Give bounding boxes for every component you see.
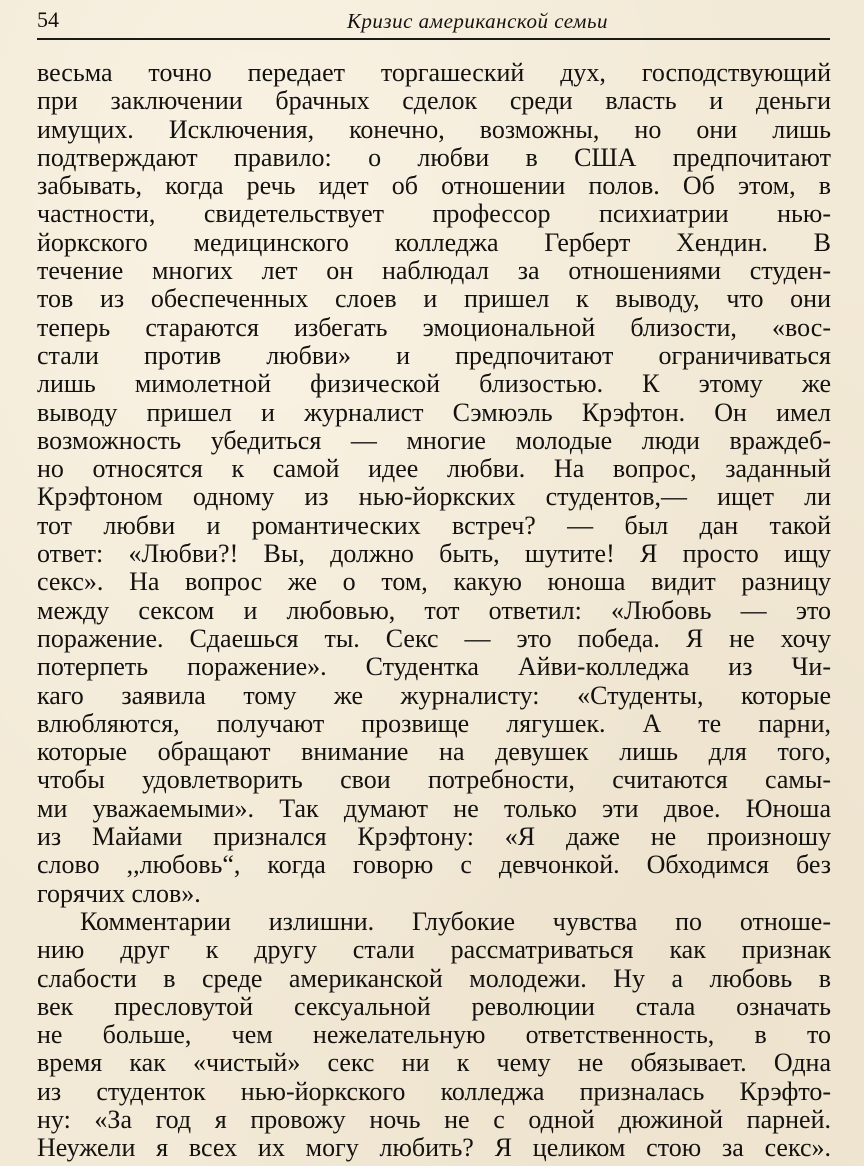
text-line: имущих. Исключения, конечно, возможны, но они лишь (37, 115, 831, 144)
text-line: теперь стараются избегать эмоциональной близости, «вос- (37, 313, 831, 342)
text-line: слово ,,любовь“, когда говорю с девчонкой. Обходимся без (37, 851, 831, 880)
text-line: но относятся к самой идее любви. На вопрос, заданный (37, 455, 831, 484)
paragraph-start-line: Комментарии излишни. Глубокие чувства по отноше- (80, 907, 831, 936)
text-line: слабости в среде американской молодежи. Ну а любовь в (37, 964, 831, 993)
text-line: ответ: «Любви?! Вы, должно быть, шутите! Я просто ищу (37, 540, 831, 569)
text-line: влюбляются, получают прозвище лягушек. А те парни, (37, 709, 831, 738)
text-line: время как «чистый» секс ни к чему не обязывает. Одна (37, 1049, 831, 1078)
running-title: Кризис американской семьи (346, 9, 608, 33)
text-line: чтобы удовлетворить свои потребности, считаются самы- (37, 766, 831, 795)
text-line: тот любви и романтических встреч? — был дан такой (37, 511, 831, 540)
text-line: каго заявила тому же журналисту: «Студенты, которые (37, 681, 831, 710)
text-line: век пресловутой сексуальной революции стала означать (37, 992, 831, 1021)
text-line: из студенток нью-йоркского колледжа призналась Крэфто- (37, 1077, 831, 1106)
text-line: возможность убедиться — многие молодые люди враждеб- (37, 426, 831, 455)
text-line: лишь мимолетной физической близостью. К этому же (37, 370, 831, 399)
text-line: Крэфтоном одному из нью-йоркских студентов,— ищет ли (37, 483, 831, 512)
text-line: секс». На вопрос же о том, какую юноша видит разницу (37, 568, 831, 597)
text-line: забывать, когда речь идет об отношении полов. Об этом, в (37, 172, 831, 201)
text-line: йоркского медицинского колледжа Герберт Хендин. В (37, 228, 831, 257)
text-line: нию друг к другу стали рассматриваться как признак (37, 936, 831, 965)
text-line: между сексом и любовью, тот ответил: «Любовь — это (37, 596, 831, 625)
body-text (37, 59, 831, 1163)
running-header (37, 4, 830, 40)
text-line: поражение. Сдаешься ты. Секс — это победа. Я не хочу (37, 624, 831, 653)
text-line: потерпеть поражение». Студентка Айви-колледжа из Чи- (37, 653, 831, 682)
text-line: из Майами признался Крэфтону: «Я даже не произношу (37, 823, 831, 852)
paragraph-end-line: горячих слов». (37, 879, 201, 908)
text-line: весьма точно передает торгашеский дух, господствующий (37, 59, 831, 87)
text-line: течение многих лет он наблюдал за отношениями студен- (37, 257, 831, 286)
page-number: 54 (37, 7, 59, 32)
text-line: стали против любви» и предпочитают ограничиваться (37, 341, 831, 370)
text-line: тов из обеспеченных слоев и пришел к выводу, что они (37, 285, 831, 314)
text-line: ми уважаемыми». Так думают не только эти двое. Юноша (37, 794, 831, 823)
text-line: которые обращают внимание на девушек лишь для того, (37, 738, 831, 767)
text-line: подтверждают правило: о любви в США предпочитают (37, 143, 831, 172)
text-line: выводу пришел и журналист Сэмюэль Крэфтон. Он имел (37, 398, 831, 427)
text-line: не больше, чем нежелательную ответственность, в то (37, 1021, 831, 1050)
text-line: Неужели я всех их могу любить? Я целиком стою за секс». (37, 1134, 831, 1163)
text-line: частности, свидетельствует профессор психиатрии нью- (37, 200, 831, 229)
text-line: при заключении брачных сделок среди власть и деньги (37, 87, 831, 116)
text-line: ну: «За год я провожу ночь не с одной дюжиной парней. (37, 1105, 831, 1134)
